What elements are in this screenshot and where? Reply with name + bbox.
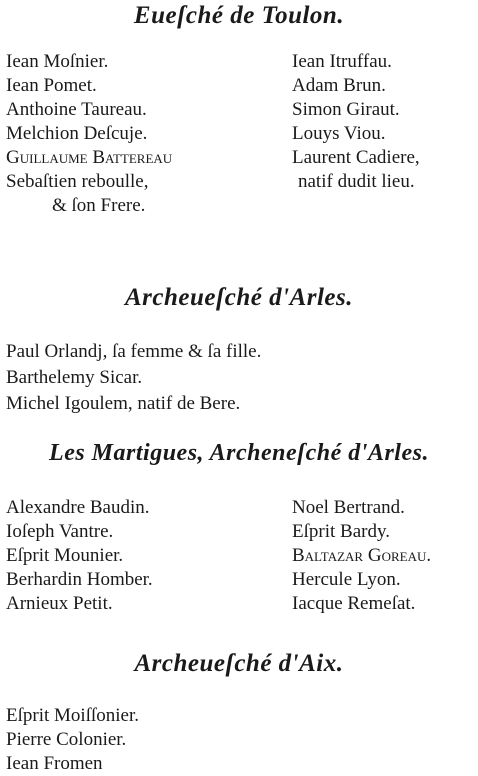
section-heading-arles: Archeueſché d'Arles. <box>124 284 354 311</box>
name-entry: Baltazar Goreau. <box>292 545 432 566</box>
name-entry: Berhardin Homber. <box>6 569 153 590</box>
name-entry: Noel Bertrand. <box>292 497 405 518</box>
name-entry: Anthoine Taureau. <box>6 99 147 120</box>
name-entry: Louys Viou. <box>292 123 386 144</box>
name-entry: natif dudit lieu. <box>298 171 415 192</box>
name-entry: Eſprit Mounier. <box>6 545 124 566</box>
name-entry: Simon Giraut. <box>292 99 400 120</box>
name-entry: Iean Moſnier. <box>6 51 109 72</box>
name-entry: Arnieux Petit. <box>6 593 113 614</box>
name-entry: Hercule Lyon. <box>292 569 401 590</box>
name-entry: Iacque Remeſat. <box>292 593 416 614</box>
name-entry: Sebaſtien reboulle, <box>6 171 149 192</box>
name-entry: Guillaume Battereau <box>6 147 173 168</box>
name-entry: Michel Igoulem, natif de Bere. <box>6 393 241 414</box>
section-heading-martigues: Les Martigues, Archeneſché d'Arles. <box>49 440 429 466</box>
name-entry: Melchion Deſcuje. <box>6 123 148 144</box>
name-entry: Laurent Cadiere, <box>292 147 420 168</box>
name-entry: Adam Brun. <box>292 75 386 96</box>
section-heading-toulon: Eueſché de Toulon. <box>133 2 345 29</box>
name-entry: Iean Fromen <box>6 753 103 774</box>
name-entry: Iean Itruffau. <box>292 51 392 72</box>
name-entry: Paul Orlandj, ſa femme & ſa fille. <box>6 341 262 362</box>
name-entry: Pierre Colonier. <box>6 729 127 750</box>
name-entry: & ſon Frere. <box>52 195 146 216</box>
name-entry: Iean Pomet. <box>6 75 97 96</box>
name-entry: Alexandre Baudin. <box>6 497 150 518</box>
section-heading-aix: Archeueſché d'Aix. <box>134 650 344 677</box>
name-entry: Eſprit Moiſſonier. <box>6 705 139 726</box>
name-entry: Ioſeph Vantre. <box>6 521 114 542</box>
name-entry: Barthelemy Sicar. <box>6 367 143 388</box>
name-entry: Eſprit Bardy. <box>292 521 390 542</box>
